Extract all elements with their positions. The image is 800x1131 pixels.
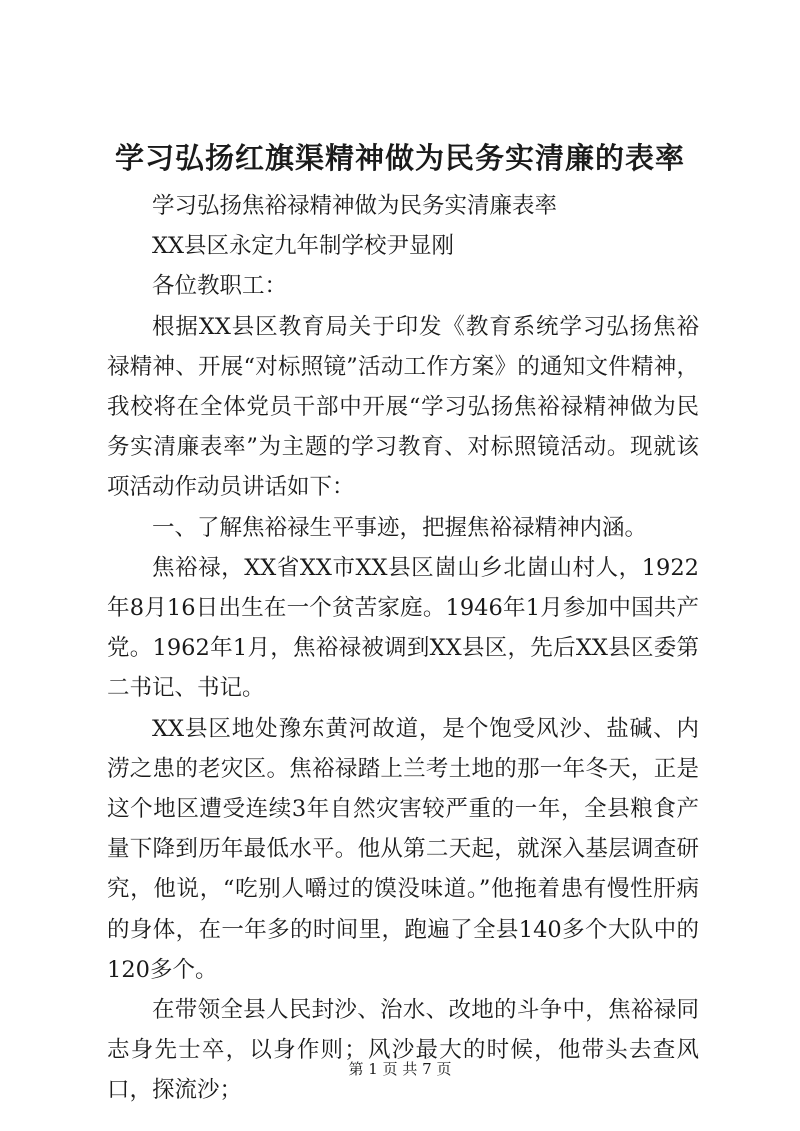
body-paragraph: 焦裕禄，XX省XX市XX县区崮山乡北崮山村人，1922年8月16日出生在一个贫苦家庭。1946年1月参加中国共产党。1962年1月，焦裕禄被调到XX县区，先后XX县区委第二书记、书记。 <box>107 554 699 702</box>
page-footer: 第 1 页 共 7 页 <box>348 1060 452 1078</box>
section-heading: 一、了解焦裕禄生平事迹，把握焦裕禄精神内涵。 <box>152 514 648 541</box>
body-paragraph: XX县区地处豫东黄河故道，是个饱受风沙、盐碱、内涝之患的老灾区。焦裕禄踏上兰考土地的那一年冬天，正是这个地区遭受连续3年自然灾害较严重的一年，全县粮食产量下降到历年最低水平。他从第二天起，就深入基层调查研究，他说，“吃别人嚼过的馍没味道。”他拖着患有慢性肝病的身体，在一年多的时间里，跑遍了全县140多个大队中的120多个。 <box>107 715 699 983</box>
author-paragraph: XX县区永定九年制学校尹显刚 <box>152 233 455 260</box>
body-paragraph: 在带领全县人民封沙、治水、改地的斗争中，焦裕禄同志身先士卒，以身作则；风沙最大的时候，他带头去查风口，探流沙； <box>107 997 699 1104</box>
document-body <box>107 186 699 1111</box>
document-title: 学习弘扬红旗渠精神做为民务实清廉的表率 <box>114 141 685 175</box>
salutation-paragraph: 各位教职工： <box>152 273 288 300</box>
subtitle-paragraph: 学习弘扬焦裕禄精神做为民务实清廉表率 <box>152 193 558 219</box>
body-paragraph: 根据XX县区教育局关于印发《教育系统学习弘扬焦裕禄精神、开展“对标照镜”活动工作方案》的通知文件精神，我校将在全体党员干部中开展“学习弘扬焦裕禄精神做为民务实清廉表率”为主题的学习教育、对标照镜活动。现就该项活动作动员讲话如下： <box>107 313 699 501</box>
